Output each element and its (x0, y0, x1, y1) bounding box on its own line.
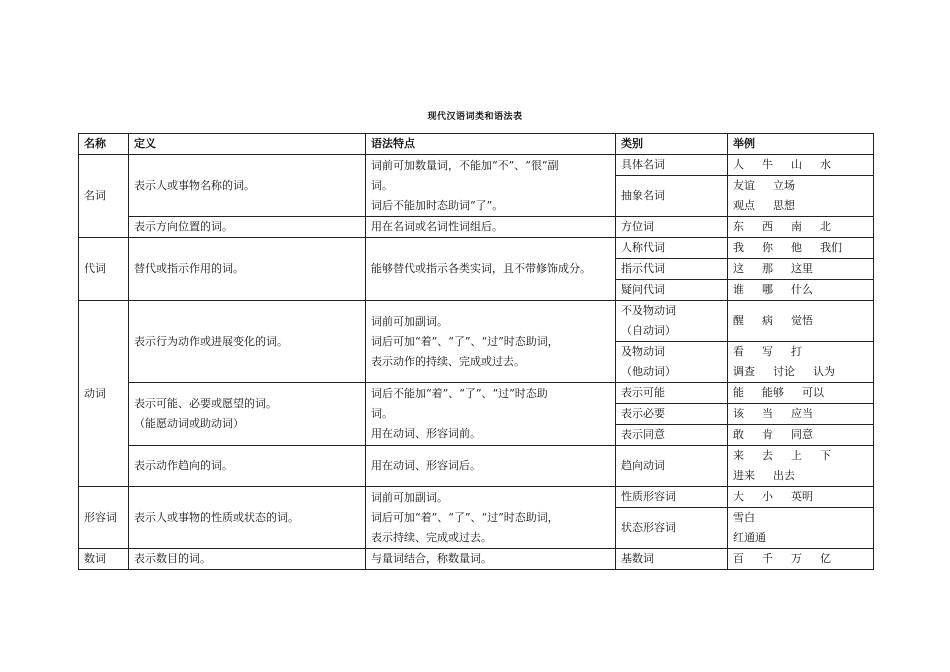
example-word: 来 (733, 449, 744, 462)
category-cell: 及物动词 （他动词） (616, 342, 728, 383)
example-word: 该 (733, 407, 744, 420)
example-word: 这里 (791, 262, 813, 275)
example-word: 打 (791, 345, 802, 358)
example-word: 肯 (762, 428, 773, 441)
example-word: 这 (733, 262, 744, 275)
table-row (79, 217, 874, 238)
example-word: 谁 (733, 283, 744, 296)
category-cell: 不及物动词 （自动词） (616, 301, 728, 342)
example-word: 能够 (762, 386, 784, 399)
header-row (79, 134, 874, 155)
word-class-pronoun: 代词 (79, 238, 129, 301)
word-class-numeral: 数词 (79, 549, 129, 570)
example-word: 亿 (820, 552, 831, 565)
example-word: 我 (733, 241, 744, 254)
example-word: 千 (762, 552, 773, 565)
category-cell: 趋向动词 (616, 446, 728, 487)
category-cell: 表示可能 (616, 383, 728, 404)
header-category: 类别 (616, 134, 728, 155)
example-word: 万 (791, 552, 802, 565)
definition-cell: 表示动作趋向的词。 (129, 446, 366, 487)
examples-cell (728, 425, 874, 446)
example-word: 那 (762, 262, 773, 275)
category-cell: 方位词 (616, 217, 728, 238)
examples-cell (728, 259, 874, 280)
example-word: 山 (791, 158, 802, 171)
definition-cell: 表示人或事物名称的词。 (129, 155, 366, 217)
example-word: 能 (733, 386, 744, 399)
examples-cell (728, 238, 874, 259)
features-cell: 能够替代或指示各类实词，且不带修饰成分。 (366, 238, 616, 301)
examples-cell (728, 446, 874, 487)
example-word: 观点 (733, 199, 755, 212)
table-row (79, 155, 874, 176)
example-word: 看 (733, 345, 744, 358)
features-cell: 与量词结合，称数量词。 (366, 549, 616, 570)
example-word: 当 (762, 407, 773, 420)
features-cell: 词前可加副词。 词后可加“着”、“了”、“过”时态助词， 表示持续、完成或过去。 (366, 487, 616, 549)
example-word: 认为 (813, 365, 835, 378)
examples-cell (728, 280, 874, 301)
example-word: 敢 (733, 428, 744, 441)
table-row (79, 238, 874, 259)
example-word: 水 (820, 158, 831, 171)
example-word: 可以 (802, 386, 824, 399)
category-cell: 性质形容词 (616, 487, 728, 508)
example-word: 他 (791, 241, 802, 254)
header-name: 名称 (79, 134, 129, 155)
table-row (79, 383, 874, 404)
examples-cell (728, 342, 874, 383)
example-word: 去 (762, 449, 773, 462)
example-word: 西 (762, 220, 773, 233)
example-word: 出去 (773, 469, 795, 482)
example-word: 立场 (773, 179, 795, 192)
examples-cell (728, 176, 874, 217)
example-word: 英明 (791, 490, 813, 503)
example-word: 上 (791, 449, 802, 462)
example-word: 哪 (762, 283, 773, 296)
word-class-verb: 动词 (79, 301, 129, 487)
features-cell: 词前可加数量词，不能加“不”、“很”副 词。 词后不能加时态助词“了”。 (366, 155, 616, 217)
example-word: 人 (733, 158, 744, 171)
examples-cell (728, 404, 874, 425)
example-word: 讨论 (773, 365, 795, 378)
examples-cell (728, 301, 874, 342)
definition-cell: 表示数目的词。 (129, 549, 366, 570)
example-word: 进来 (733, 469, 755, 482)
example-word: 牛 (762, 158, 773, 171)
example-word: 百 (733, 552, 744, 565)
category-cell: 抽象名词 (616, 176, 728, 217)
features-cell: 用在动词、形容词后。 (366, 446, 616, 487)
document-title: 现代汉语词类和语法表 (427, 112, 523, 122)
category-cell: 表示必要 (616, 404, 728, 425)
examples-cell (728, 155, 874, 176)
word-class-noun: 名词 (79, 155, 129, 238)
features-cell: 词前可加副词。 词后可加“着”、“了”、“过”时态助词， 表示动作的持续、完成或过去。 (366, 301, 616, 383)
category-cell: 具体名词 (616, 155, 728, 176)
features-cell: 用在名词或名词性词组后。 (366, 217, 616, 238)
example-word: 我们 (820, 241, 842, 254)
header-examples: 举例 (728, 134, 874, 155)
header-features: 语法特点 (366, 134, 616, 155)
table-row (79, 487, 874, 508)
examples-cell (728, 383, 874, 404)
example-word: 下 (820, 449, 831, 462)
examples-cell: 雪白 红通通 (728, 508, 874, 549)
example-word: 醒 (733, 314, 744, 327)
examples-cell (728, 217, 874, 238)
features-cell: 词后不能加“着”、“了”、“过”时态助 词。 用在动词、形容词前。 (366, 383, 616, 446)
examples-cell (728, 487, 874, 508)
table-row (79, 549, 874, 570)
example-word: 思想 (773, 199, 795, 212)
example-word: 同意 (791, 428, 813, 441)
example-word: 南 (791, 220, 802, 233)
example-word: 写 (762, 345, 773, 358)
definition-cell: 表示行为动作或进展变化的词。 (129, 301, 366, 383)
examples-cell (728, 549, 874, 570)
example-word: 小 (762, 490, 773, 503)
example-word: 北 (820, 220, 831, 233)
category-cell: 状态形容词 (616, 508, 728, 549)
category-cell: 人称代词 (616, 238, 728, 259)
example-word: 友谊 (733, 179, 755, 192)
example-word: 应当 (791, 407, 813, 420)
example-word: 东 (733, 220, 744, 233)
example-word: 觉悟 (791, 314, 813, 327)
category-cell: 基数词 (616, 549, 728, 570)
table-row (79, 301, 874, 342)
definition-cell: 表示方向位置的词。 (129, 217, 366, 238)
table-row (79, 446, 874, 487)
category-cell: 指示代词 (616, 259, 728, 280)
grammar-table (78, 133, 874, 570)
example-word: 调查 (733, 365, 755, 378)
category-cell: 疑问代词 (616, 280, 728, 301)
definition-cell: 表示可能、必要或愿望的词。 （能愿动词或助动词） (129, 383, 366, 446)
header-definition: 定义 (129, 134, 366, 155)
example-word: 病 (762, 314, 773, 327)
definition-cell: 替代或指示作用的词。 (129, 238, 366, 301)
example-word: 你 (762, 241, 773, 254)
word-class-adjective: 形容词 (79, 487, 129, 549)
definition-cell: 表示人或事物的性质或状态的词。 (129, 487, 366, 549)
category-cell: 表示同意 (616, 425, 728, 446)
example-word: 什么 (791, 283, 813, 296)
example-word: 大 (733, 490, 744, 503)
